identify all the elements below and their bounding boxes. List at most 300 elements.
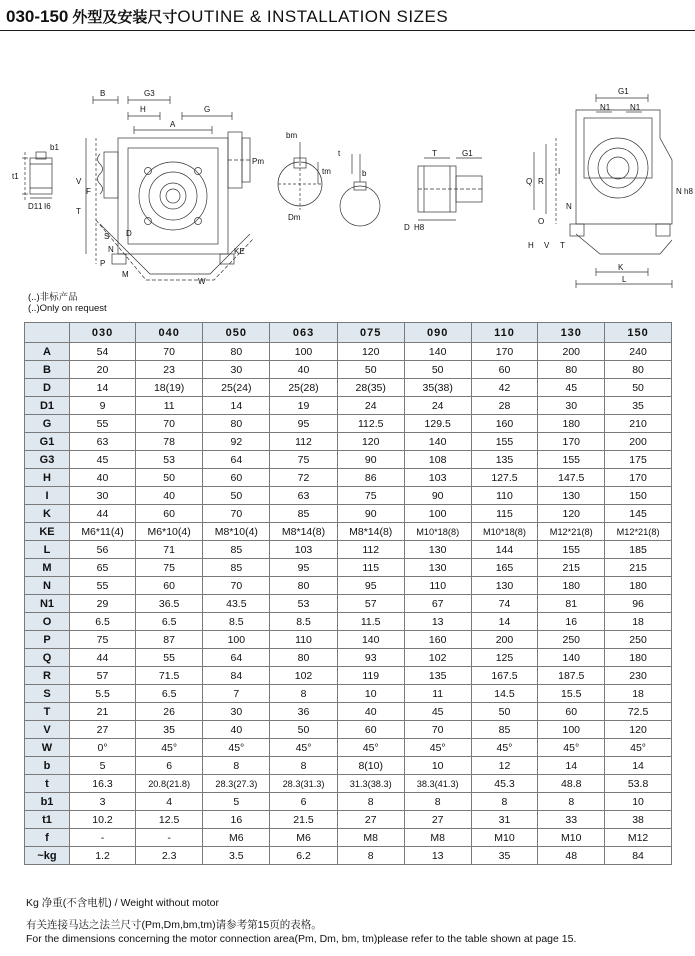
table-cell: 12.5 <box>136 811 203 829</box>
col-header-0 <box>25 323 70 343</box>
svg-text:V: V <box>544 241 550 250</box>
table-cell: 35(38) <box>404 379 471 397</box>
table-row <box>25 595 672 613</box>
svg-text:tm: tm <box>322 167 331 176</box>
note-cn: (..)非标产品 <box>28 292 78 303</box>
table-row <box>25 343 672 361</box>
row-header: G3 <box>25 451 70 469</box>
table-cell: 71.5 <box>136 667 203 685</box>
svg-text:G1: G1 <box>618 87 629 96</box>
table-cell: 8 <box>337 793 404 811</box>
table-cell: 240 <box>605 343 672 361</box>
table-cell: 36.5 <box>136 595 203 613</box>
table-cell: 24 <box>337 397 404 415</box>
table-cell: M10*18(8) <box>404 523 471 541</box>
table-notes <box>28 292 107 314</box>
table-cell: 50 <box>404 361 471 379</box>
table-row <box>25 361 672 379</box>
table-row <box>25 847 672 865</box>
svg-text:N: N <box>108 245 114 254</box>
table-cell: 14 <box>471 613 538 631</box>
table-cell: 10.2 <box>70 811 136 829</box>
table-cell: 14.5 <box>471 685 538 703</box>
table-cell: 8 <box>471 793 538 811</box>
table-cell: 45° <box>471 739 538 757</box>
svg-text:T: T <box>432 149 437 158</box>
table-cell: 8 <box>270 685 337 703</box>
table-cell: 8(10) <box>337 757 404 775</box>
table-cell: 20 <box>70 361 136 379</box>
table-cell: 25(24) <box>203 379 270 397</box>
spec-table-wrapper <box>24 322 672 865</box>
table-cell: 78 <box>136 433 203 451</box>
table-cell: 92 <box>203 433 270 451</box>
table-cell: 85 <box>203 559 270 577</box>
table-cell: 120 <box>337 433 404 451</box>
table-cell: 27 <box>70 721 136 739</box>
table-row <box>25 775 672 793</box>
svg-text:L: L <box>622 275 627 284</box>
table-cell: 85 <box>203 541 270 559</box>
row-header: B <box>25 361 70 379</box>
table-cell: 16 <box>538 613 605 631</box>
svg-text:b: b <box>362 169 367 178</box>
page-header <box>0 0 695 31</box>
table-cell: M6 <box>270 829 337 847</box>
table-cell: 60 <box>337 721 404 739</box>
table-cell: 140 <box>404 433 471 451</box>
table-cell: 180 <box>605 649 672 667</box>
table-cell: 38 <box>605 811 672 829</box>
table-cell: 147.5 <box>538 469 605 487</box>
table-cell: 140 <box>337 631 404 649</box>
table-cell: 20.8(21.8) <box>136 775 203 793</box>
table-cell: 85 <box>270 505 337 523</box>
col-header-4: 063 <box>270 323 337 343</box>
table-cell: 100 <box>404 505 471 523</box>
main-assembly-view <box>76 89 264 286</box>
table-row <box>25 487 672 505</box>
table-cell: - <box>136 829 203 847</box>
table-cell: 45° <box>605 739 672 757</box>
table-cell: 85 <box>471 721 538 739</box>
table-cell: 6.5 <box>136 613 203 631</box>
table-cell: 108 <box>404 451 471 469</box>
table-cell: 75 <box>70 631 136 649</box>
table-cell: 140 <box>538 649 605 667</box>
table-cell: 18 <box>605 613 672 631</box>
table-cell: 1.2 <box>70 847 136 865</box>
table-cell: 35 <box>136 721 203 739</box>
table-cell: 0° <box>70 739 136 757</box>
table-cell: 64 <box>203 451 270 469</box>
svg-text:G: G <box>204 105 211 114</box>
table-cell: 96 <box>605 595 672 613</box>
svg-text:N1: N1 <box>630 103 641 112</box>
table-cell: 230 <box>605 667 672 685</box>
row-header: H <box>25 469 70 487</box>
table-cell: 8 <box>270 757 337 775</box>
table-cell: 160 <box>404 631 471 649</box>
svg-text:N: N <box>676 187 682 196</box>
table-row <box>25 667 672 685</box>
table-cell: 14 <box>70 379 136 397</box>
row-header: t <box>25 775 70 793</box>
table-cell: 103 <box>270 541 337 559</box>
table-cell: 60 <box>136 505 203 523</box>
table-cell: 28.3(27.3) <box>203 775 270 793</box>
svg-text:K: K <box>618 263 624 272</box>
row-header: b <box>25 757 70 775</box>
table-cell: 119 <box>337 667 404 685</box>
table-cell: 80 <box>605 361 672 379</box>
table-cell: 55 <box>70 577 136 595</box>
table-cell: 45° <box>203 739 270 757</box>
row-header: G1 <box>25 433 70 451</box>
table-cell: 140 <box>404 343 471 361</box>
table-cell: 33 <box>538 811 605 829</box>
table-cell: 155 <box>471 433 538 451</box>
row-header: P <box>25 631 70 649</box>
table-cell: 60 <box>471 361 538 379</box>
table-cell: 60 <box>136 577 203 595</box>
table-cell: 100 <box>538 721 605 739</box>
svg-text:M: M <box>122 270 129 279</box>
svg-text:G3: G3 <box>144 89 155 98</box>
svg-text:Dm: Dm <box>288 213 301 222</box>
table-cell: 10 <box>337 685 404 703</box>
svg-text:bm: bm <box>286 131 298 140</box>
table-cell: 12 <box>471 757 538 775</box>
table-cell: 8 <box>337 847 404 865</box>
title-chinese: 外型及安装尺寸 <box>72 9 178 26</box>
table-cell: 8 <box>538 793 605 811</box>
table-cell: 29 <box>70 595 136 613</box>
table-cell: 100 <box>270 343 337 361</box>
table-cell: 60 <box>538 703 605 721</box>
table-cell: 250 <box>605 631 672 649</box>
table-row <box>25 577 672 595</box>
table-row <box>25 523 672 541</box>
table-cell: 6 <box>136 757 203 775</box>
table-cell: 30 <box>70 487 136 505</box>
table-cell: 80 <box>538 361 605 379</box>
table-cell: 127.5 <box>471 469 538 487</box>
table-cell: 180 <box>538 415 605 433</box>
table-cell: 11.5 <box>337 613 404 631</box>
table-cell: 31.3(38.3) <box>337 775 404 793</box>
table-cell: 103 <box>404 469 471 487</box>
table-cell: M12 <box>605 829 672 847</box>
svg-text:I: I <box>558 167 561 176</box>
table-cell: 8 <box>203 757 270 775</box>
table-cell: 3.5 <box>203 847 270 865</box>
col-header-3: 050 <box>203 323 270 343</box>
table-cell: 200 <box>605 433 672 451</box>
table-row <box>25 703 672 721</box>
table-cell: 14 <box>203 397 270 415</box>
table-cell: 30 <box>203 361 270 379</box>
svg-text:N: N <box>566 202 572 211</box>
table-cell: 81 <box>538 595 605 613</box>
table-cell: 80 <box>270 577 337 595</box>
row-header: A <box>25 343 70 361</box>
svg-text:T: T <box>76 207 81 216</box>
table-cell: 6 <box>270 793 337 811</box>
svg-text:B: B <box>100 89 106 98</box>
table-cell: 150 <box>605 487 672 505</box>
table-cell: M6*10(4) <box>136 523 203 541</box>
table-cell: 75 <box>337 487 404 505</box>
table-cell: M6 <box>203 829 270 847</box>
table-cell: 45° <box>270 739 337 757</box>
svg-text:t: t <box>338 149 341 158</box>
table-cell: 5.5 <box>70 685 136 703</box>
table-cell: 165 <box>471 559 538 577</box>
table-cell: 13 <box>404 847 471 865</box>
row-header: M <box>25 559 70 577</box>
table-cell: 40 <box>136 487 203 505</box>
table-cell: 53.8 <box>605 775 672 793</box>
front-view <box>526 87 693 288</box>
svg-text:F: F <box>86 187 91 196</box>
table-cell: 45 <box>70 451 136 469</box>
table-cell: 54 <box>70 343 136 361</box>
table-cell: 16 <box>203 811 270 829</box>
table-cell: 45.3 <box>471 775 538 793</box>
output-shaft-section-view <box>404 149 482 232</box>
col-header-6: 090 <box>404 323 471 343</box>
table-cell: 19 <box>270 397 337 415</box>
table-cell: 26 <box>136 703 203 721</box>
svg-text:Q: Q <box>526 177 533 186</box>
row-header: f <box>25 829 70 847</box>
svg-text:1: 1 <box>38 202 43 211</box>
table-cell: 27 <box>404 811 471 829</box>
table-cell: 8.5 <box>203 613 270 631</box>
table-cell: 36 <box>270 703 337 721</box>
table-cell: 14 <box>538 757 605 775</box>
table-cell: 250 <box>538 631 605 649</box>
table-cell: 80 <box>270 649 337 667</box>
table-cell: 16.3 <box>70 775 136 793</box>
table-cell: 2.3 <box>136 847 203 865</box>
table-cell: 95 <box>270 415 337 433</box>
svg-text:Pm: Pm <box>252 157 264 166</box>
table-cell: 40 <box>270 361 337 379</box>
table-cell: 11 <box>136 397 203 415</box>
page-title <box>0 6 454 30</box>
table-cell: 28.3(31.3) <box>270 775 337 793</box>
table-cell: 42 <box>471 379 538 397</box>
table-cell: 4 <box>136 793 203 811</box>
table-row <box>25 415 672 433</box>
svg-text:KE: KE <box>234 247 245 256</box>
table-cell: 13 <box>404 613 471 631</box>
col-header-5: 075 <box>337 323 404 343</box>
table-cell: 90 <box>337 505 404 523</box>
svg-text:D: D <box>126 229 132 238</box>
table-cell: 112.5 <box>337 415 404 433</box>
table-cell: 72 <box>270 469 337 487</box>
table-cell: M8*10(4) <box>203 523 270 541</box>
table-cell: 112 <box>270 433 337 451</box>
table-cell: M12*21(8) <box>538 523 605 541</box>
table-cell: 215 <box>538 559 605 577</box>
table-cell: 50 <box>136 469 203 487</box>
table-cell: M8*14(8) <box>337 523 404 541</box>
row-header: I <box>25 487 70 505</box>
shaft-key-view <box>338 149 380 226</box>
table-cell: 145 <box>605 505 672 523</box>
table-cell: 44 <box>70 505 136 523</box>
table-cell: 70 <box>136 343 203 361</box>
table-cell: 6.2 <box>270 847 337 865</box>
table-cell: 95 <box>337 577 404 595</box>
table-cell: 84 <box>203 667 270 685</box>
spec-table <box>24 322 672 865</box>
row-header: V <box>25 721 70 739</box>
motor-flange-view <box>278 131 331 222</box>
table-cell: 5 <box>203 793 270 811</box>
row-header: L <box>25 541 70 559</box>
table-cell: 21 <box>70 703 136 721</box>
table-cell: 27 <box>337 811 404 829</box>
table-cell: 170 <box>538 433 605 451</box>
table-cell: 45° <box>404 739 471 757</box>
table-cell: 115 <box>471 505 538 523</box>
table-row <box>25 793 672 811</box>
table-cell: 63 <box>70 433 136 451</box>
table-cell: 7 <box>203 685 270 703</box>
table-cell: 80 <box>203 415 270 433</box>
table-cell: 100 <box>203 631 270 649</box>
svg-text:S: S <box>104 232 110 241</box>
table-cell: 110 <box>270 631 337 649</box>
table-cell: 63 <box>270 487 337 505</box>
col-header-7: 110 <box>471 323 538 343</box>
table-cell: 50 <box>270 721 337 739</box>
table-row <box>25 469 672 487</box>
table-cell: M8*14(8) <box>270 523 337 541</box>
table-cell: 30 <box>203 703 270 721</box>
table-cell: 86 <box>337 469 404 487</box>
row-header: t1 <box>25 811 70 829</box>
table-cell: 167.5 <box>471 667 538 685</box>
table-cell: 15.5 <box>538 685 605 703</box>
table-cell: 72.5 <box>605 703 672 721</box>
svg-text:A: A <box>170 120 176 129</box>
table-cell: 18 <box>605 685 672 703</box>
row-header: b1 <box>25 793 70 811</box>
table-cell: 40 <box>203 721 270 739</box>
table-cell: 70 <box>203 505 270 523</box>
table-cell: 71 <box>136 541 203 559</box>
table-cell: M10*18(8) <box>471 523 538 541</box>
table-header-row <box>25 323 672 343</box>
row-header: D <box>25 379 70 397</box>
footer-note-cn: 有关连接马达之法兰尺寸(Pm,Dm,bm,tm)请参考第15页的表格。 <box>26 919 322 931</box>
table-cell: 215 <box>605 559 672 577</box>
row-header: D1 <box>25 397 70 415</box>
svg-text:W: W <box>198 277 206 286</box>
table-cell: 11 <box>404 685 471 703</box>
svg-text:t1: t1 <box>12 172 19 181</box>
col-header-8: 130 <box>538 323 605 343</box>
table-cell: 28(35) <box>337 379 404 397</box>
table-body <box>25 343 672 865</box>
table-row <box>25 811 672 829</box>
svg-text:H: H <box>528 241 534 250</box>
table-cell: 3 <box>70 793 136 811</box>
svg-text:P: P <box>100 259 106 268</box>
table-cell: 23 <box>136 361 203 379</box>
row-header: T <box>25 703 70 721</box>
table-cell: 125 <box>471 649 538 667</box>
table-row <box>25 541 672 559</box>
table-row <box>25 451 672 469</box>
table-cell: 110 <box>471 487 538 505</box>
table-cell: 45° <box>538 739 605 757</box>
table-cell: 53 <box>270 595 337 613</box>
table-cell: 60 <box>203 469 270 487</box>
svg-text:O: O <box>538 217 545 226</box>
table-cell: 8 <box>404 793 471 811</box>
table-cell: M8 <box>337 829 404 847</box>
table-cell: M10 <box>471 829 538 847</box>
row-header: G <box>25 415 70 433</box>
table-cell: 40 <box>70 469 136 487</box>
table-cell: 102 <box>404 649 471 667</box>
col-header-9: 150 <box>605 323 672 343</box>
table-cell: 84 <box>605 847 672 865</box>
row-header: Q <box>25 649 70 667</box>
table-cell: 28 <box>471 397 538 415</box>
table-cell: 90 <box>404 487 471 505</box>
table-cell: 155 <box>538 451 605 469</box>
title-code: 030-150 <box>6 7 69 26</box>
footer-weight-note: Kg 净重(不含电机) / Weight without motor <box>26 897 219 909</box>
table-row <box>25 559 672 577</box>
row-header: W <box>25 739 70 757</box>
table-cell: 53 <box>136 451 203 469</box>
table-cell: 64 <box>203 649 270 667</box>
table-cell: 48 <box>538 847 605 865</box>
table-cell: 45° <box>337 739 404 757</box>
table-cell: 120 <box>538 505 605 523</box>
table-cell: 74 <box>471 595 538 613</box>
table-cell: 160 <box>471 415 538 433</box>
svg-text:D1: D1 <box>28 202 39 211</box>
table-cell: 50 <box>471 703 538 721</box>
table-cell: 95 <box>270 559 337 577</box>
table-cell: 210 <box>605 415 672 433</box>
table-cell: 155 <box>538 541 605 559</box>
table-cell: 65 <box>70 559 136 577</box>
row-header: N1 <box>25 595 70 613</box>
row-header: KE <box>25 523 70 541</box>
table-cell: 55 <box>70 415 136 433</box>
table-cell: 35 <box>471 847 538 865</box>
table-cell: 144 <box>471 541 538 559</box>
svg-text:H8: H8 <box>414 223 425 232</box>
table-cell: 75 <box>136 559 203 577</box>
svg-text:D: D <box>404 223 410 232</box>
note-en: (..)Only on request <box>28 303 107 314</box>
svg-text:H: H <box>140 105 146 114</box>
table-cell: 45 <box>538 379 605 397</box>
table-row <box>25 397 672 415</box>
